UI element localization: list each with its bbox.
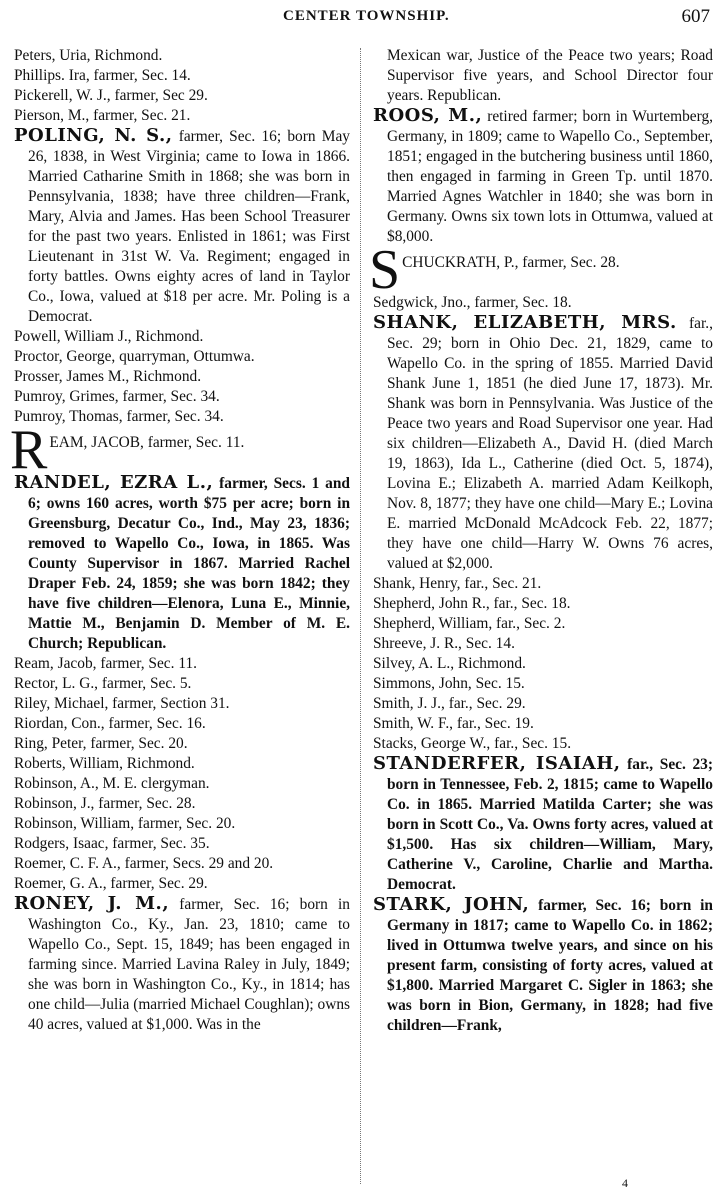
- entry-text: Phillips. Ira, farmer, Sec. 14.: [14, 67, 191, 84]
- entry-text: Robinson, A., M. E. clergyman.: [14, 775, 210, 792]
- page-number: 607: [681, 6, 710, 27]
- entry-text: Rector, L. G., farmer, Sec. 5.: [14, 675, 192, 692]
- directory-entry: [373, 574, 713, 594]
- entry-text: Pickerell, W. J., farmer, Sec 29.: [14, 87, 208, 104]
- left-column: [10, 46, 350, 1035]
- biography-entry: [373, 106, 713, 247]
- page-header: [0, 4, 726, 30]
- directory-entry: [369, 239, 713, 301]
- directory-entry: [14, 734, 350, 754]
- directory-entry: [14, 874, 350, 894]
- entry-text: Shank, Henry, far., Sec. 21.: [373, 575, 542, 592]
- entry-text: Roberts, William, Richmond.: [14, 755, 195, 772]
- entry-text: Robinson, William, farmer, Sec. 20.: [14, 815, 236, 832]
- entry-name: STANDERFER, ISAIAH,: [373, 753, 621, 774]
- directory-entry: [14, 854, 350, 874]
- directory-entry: [14, 654, 350, 674]
- directory-entry: [14, 327, 350, 347]
- entry-text: Riordan, Con., farmer, Sec. 16.: [14, 715, 206, 732]
- entry-text: Powell, William J., Richmond.: [14, 328, 204, 345]
- entry-text: Sedgwick, Jno., farmer, Sec. 18.: [373, 294, 572, 311]
- column-divider: [360, 48, 361, 1184]
- directory-entry: [10, 419, 350, 481]
- drop-cap-initial: S: [369, 239, 401, 301]
- directory-entry: [14, 347, 350, 367]
- running-title: CENTER TOWNSHIP.: [283, 8, 450, 24]
- entry-text: Smith, W. F., far., Sec. 19.: [373, 715, 534, 732]
- entry-text: Silvey, A. L., Richmond.: [373, 655, 526, 672]
- directory-entry: [373, 694, 713, 714]
- entry-text: Roemer, C. F. A., farmer, Secs. 29 and 20.: [14, 855, 274, 872]
- entry-text: Pierson, M., farmer, Sec. 21.: [14, 107, 191, 124]
- directory-entry: [14, 387, 350, 407]
- directory-entry: [14, 106, 350, 126]
- directory-entry: [14, 674, 350, 694]
- directory-entry: [14, 46, 350, 66]
- directory-entry: [373, 734, 713, 754]
- directory-entry: [373, 46, 713, 106]
- entry-text: Smith, J. J., far., Sec. 29.: [373, 695, 526, 712]
- directory-entry: [373, 594, 713, 614]
- entry-text: Robinson, J., farmer, Sec. 28.: [14, 795, 196, 812]
- entry-text: Prosser, James M., Richmond.: [14, 368, 202, 385]
- entry-text: Roemer, G. A., farmer, Sec. 29.: [14, 875, 208, 892]
- entry-text: Riley, Michael, farmer, Section 31.: [14, 695, 230, 712]
- biography-entry: [14, 473, 350, 654]
- entry-name: RANDEL, EZRA L.,: [14, 472, 214, 493]
- biography-entry: [14, 894, 350, 1035]
- entry-text: Pumroy, Thomas, farmer, Sec. 34.: [14, 408, 224, 425]
- entry-text: EAM, JACOB, farmer, Sec. 11.: [49, 434, 245, 451]
- directory-entry: [14, 66, 350, 86]
- biography-entry: [373, 313, 713, 574]
- entry-name: POLING, N. S.,: [14, 125, 173, 146]
- entry-name: STARK, JOHN,: [373, 894, 530, 915]
- directory-entry: [14, 86, 350, 106]
- entry-text: Peters, Uria, Richmond.: [14, 47, 163, 64]
- entry-text: Shepherd, John R., far., Sec. 18.: [373, 595, 571, 612]
- entry-text: farmer, Sec. 16; born May 26, 1838, in West Virginia; came to Iowa in 1866. Married Catharine Smith in 1868; she was born in Pennsylvania, 1838; have three children—Frank, Mary, Alvia and James. Has been School Treasurer for the past two years. Enlisted in 1861; was First Lieutenant in 31st W. Va. Regiment; engaged in forty battles. Owns eighty acres of land in Taylor Co., Iowa, valued at $18 per acre. Mr. Poling is a Democrat.: [28, 128, 350, 325]
- directory-entry: [373, 293, 713, 313]
- entry-name: RONEY, J. M.,: [14, 893, 170, 914]
- entry-text: Ring, Peter, farmer, Sec. 20.: [14, 735, 188, 752]
- directory-entry: [373, 634, 713, 654]
- directory-entry: [373, 714, 713, 734]
- biography-entry: [373, 895, 713, 1036]
- entry-name: SHANK, ELIZABETH, MRS.: [373, 312, 677, 333]
- directory-entry: [373, 614, 713, 634]
- entry-text: far., Sec. 23; born in Tennessee, Feb. 2, 1815; came to Wapello Co. in 1865. Married Matilda Carter; she was born in Scott Co., Va. Owns forty acres, valued at $1,500. Has six children—William, Mary, Catherine V., Caroline, Charlie and Martha. Democrat.: [387, 756, 714, 893]
- drop-cap-initial: R: [10, 419, 48, 481]
- entry-text: Shepherd, William, far., Sec. 2.: [373, 615, 566, 632]
- entry-name: ROOS, M.,: [373, 105, 483, 126]
- entry-text: Stacks, George W., far., Sec. 15.: [373, 735, 572, 752]
- directory-entry: [14, 774, 350, 794]
- directory-entry: [14, 407, 350, 427]
- entry-text: CHUCKRATH, P., farmer, Sec. 28.: [402, 254, 620, 271]
- entry-text: Proctor, George, quarryman, Ottumwa.: [14, 348, 255, 365]
- entry-text: retired farmer; born in Wurtemberg, Germany, in 1809; came to Wapello Co., September, 1851; engaged in the butchering business until 1860, then engaged in farming in Green Tp. until 1870. Married Agnes Watchler in 1840; she was born in Germany. Owns six town lots in Ottumwa, valued at $8,000.: [387, 108, 713, 245]
- biography-entry: [14, 126, 350, 327]
- right-column: [369, 46, 714, 1036]
- biography-entry: [373, 754, 713, 895]
- entry-text: Rodgers, Isaac, farmer, Sec. 35.: [14, 835, 210, 852]
- entry-text: Pumroy, Grimes, farmer, Sec. 34.: [14, 388, 220, 405]
- directory-entry: [14, 834, 350, 854]
- entry-text: Shreeve, J. R., Sec. 14.: [373, 635, 515, 652]
- directory-entry: [14, 754, 350, 774]
- entry-text: farmer, Secs. 1 and 6; owns 160 acres, worth $75 per acre; born in Greensburg, Decatur Co., Ind., May 23, 1836; removed to Wapello Co., Iowa, in 1865. Was County Supervisor in 1867. Married Rachel Draper Feb. 24, 1859; she was born 1842; they have five children—Elenora, Luna E., Minnie, Mattie M., Benjamin D. Member of M. E. Church; Republican.: [28, 475, 350, 652]
- entry-text: Mexican war, Justice of the Peace two years; Road Supervisor five years, and School Director four years. Republican.: [387, 47, 713, 104]
- entry-text: farmer, Sec. 16; born in Washington Co., Ky., Jan. 23, 1810; came to Wapello Co., Sept. 15, 1849; has been engaged in farming since. Married Lavina Raley in July, 1849; she was born in Washington Co., Ky., in 1814; has one child—Julia (married Michael Coughlan); owns 40 acres, valued at $1,000. Was in the: [28, 896, 350, 1033]
- directory-entry: [14, 794, 350, 814]
- entry-text: farmer, Sec. 16; born in Germany in 1817; came to Wapello Co. in 1862; lived in Ottumwa twelve years, and since on his present farm, consisting of forty acres, valued at $1,800. Married Margaret C. Sigler in 1863; she was born in Bion, Germany, in 1828; had five children—Frank,: [387, 897, 713, 1034]
- directory-entry: [14, 694, 350, 714]
- entry-text: Ream, Jacob, farmer, Sec. 11.: [14, 655, 198, 672]
- directory-entry: [373, 674, 713, 694]
- directory-entry: [14, 367, 350, 387]
- directory-entry: [14, 814, 350, 834]
- footer-mark: 4: [622, 1176, 628, 1190]
- entry-text: far., Sec. 29; born in Ohio Dec. 21, 1829, came to Wapello Co. in the spring of 1855. Married David Shank June 1, 1851 (he died June 17, 1873). Mr. Shank was born in Pennsylvania. Was Justice of the Peace two years and Road Supervisor one year. Had six children—Elizabeth A., David H. (died March 19, 1863), Ida L., Catherine (died Oct. 5, 1874), Lovina E.; Elizabeth A. married Adam Keilkoph, Nov. 8, 1877; they have one child—Mary E.; Lovina E. married McDonald McAdcock Feb. 22, 1877; they have one child—Harry W. Owns 76 acres, valued at $2,000.: [387, 315, 713, 572]
- directory-entry: [373, 654, 713, 674]
- directory-entry: [14, 714, 350, 734]
- entry-text: Simmons, John, Sec. 15.: [373, 675, 525, 692]
